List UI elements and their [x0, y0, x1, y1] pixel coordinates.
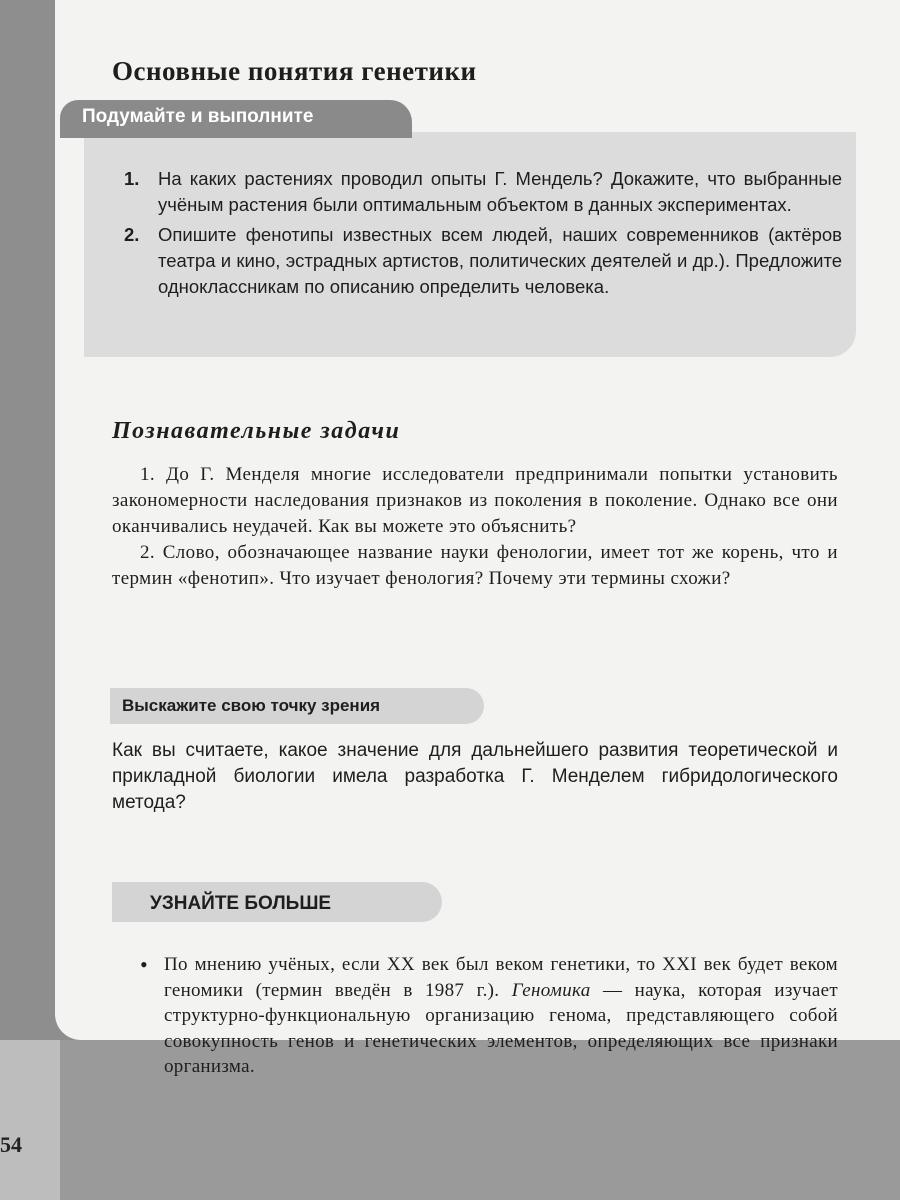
think-task-list: [124, 166, 842, 304]
learn-more-intro: По мнению учёных, если XX век был веком генетики, то XXI век будет веком геномики (термин введён в 1987 г.).: [164, 954, 838, 1001]
cognitive-tasks-title: Познавательные задачи: [112, 418, 401, 444]
page-edge-shadow: [0, 1040, 60, 1200]
task-item: [124, 222, 842, 300]
opinion-header-label: Выскажите свою точку зрения: [122, 696, 381, 715]
task-text: Опишите фенотипы известных всем людей, наших современников (актёров театра и кино, эстрадных артистов, политических деятелей и др.). Предложите одноклассникам по описанию определить человека.: [158, 224, 842, 297]
learn-more-rest: — наука, которая изучает структурно-функциональную организацию генома, представляющего собой совокупность генов и генетических элементов, определяющих все признаки организма.: [164, 979, 838, 1077]
learn-more-header: [112, 882, 442, 922]
task-number: 1.: [124, 168, 140, 189]
opinion-question: Как вы считаете, какое значение для дальнейшего развития теоретической и прикладной биологии имела разработка Г. Менделем гибридологического метода?: [112, 740, 838, 813]
bullet-icon: •: [140, 952, 149, 977]
task-text: На каких растениях проводил опыты Г. Мендель? Докажите, что выбранные учёным растения были оптимальным объектом в данных экспериментах.: [158, 168, 842, 215]
learn-more-term: Геномика: [511, 979, 591, 1001]
opinion-header: [110, 688, 484, 724]
learn-more-list: [140, 952, 838, 1080]
chapter-title: Основные понятия генетики: [112, 56, 477, 86]
cognitive-tasks-text: [112, 462, 838, 592]
cognitive-task-paragraph: 2. Слово, обозначающее название науки фенологии, имеет тот же корень, что и термин «фенотип». Что изучает фенология? Почему эти термины схожи?: [112, 542, 838, 589]
learn-more-header-label: УЗНАЙТЕ БОЛЬШЕ: [150, 893, 332, 914]
page-number: 54: [0, 1132, 22, 1157]
task-number: 2.: [124, 224, 140, 245]
task-item: [124, 166, 842, 218]
think-header-label: Подумайте и выполните: [82, 106, 314, 127]
cognitive-task-paragraph: 1. До Г. Менделя многие исследователи предпринимали попытки установить закономерности наследования признаков из поколения в поколение. Однако все они оканчивались неудачей. Как вы можете это объяснить?: [112, 464, 838, 537]
learn-more-item: [140, 952, 838, 1080]
think-header: [60, 100, 412, 138]
